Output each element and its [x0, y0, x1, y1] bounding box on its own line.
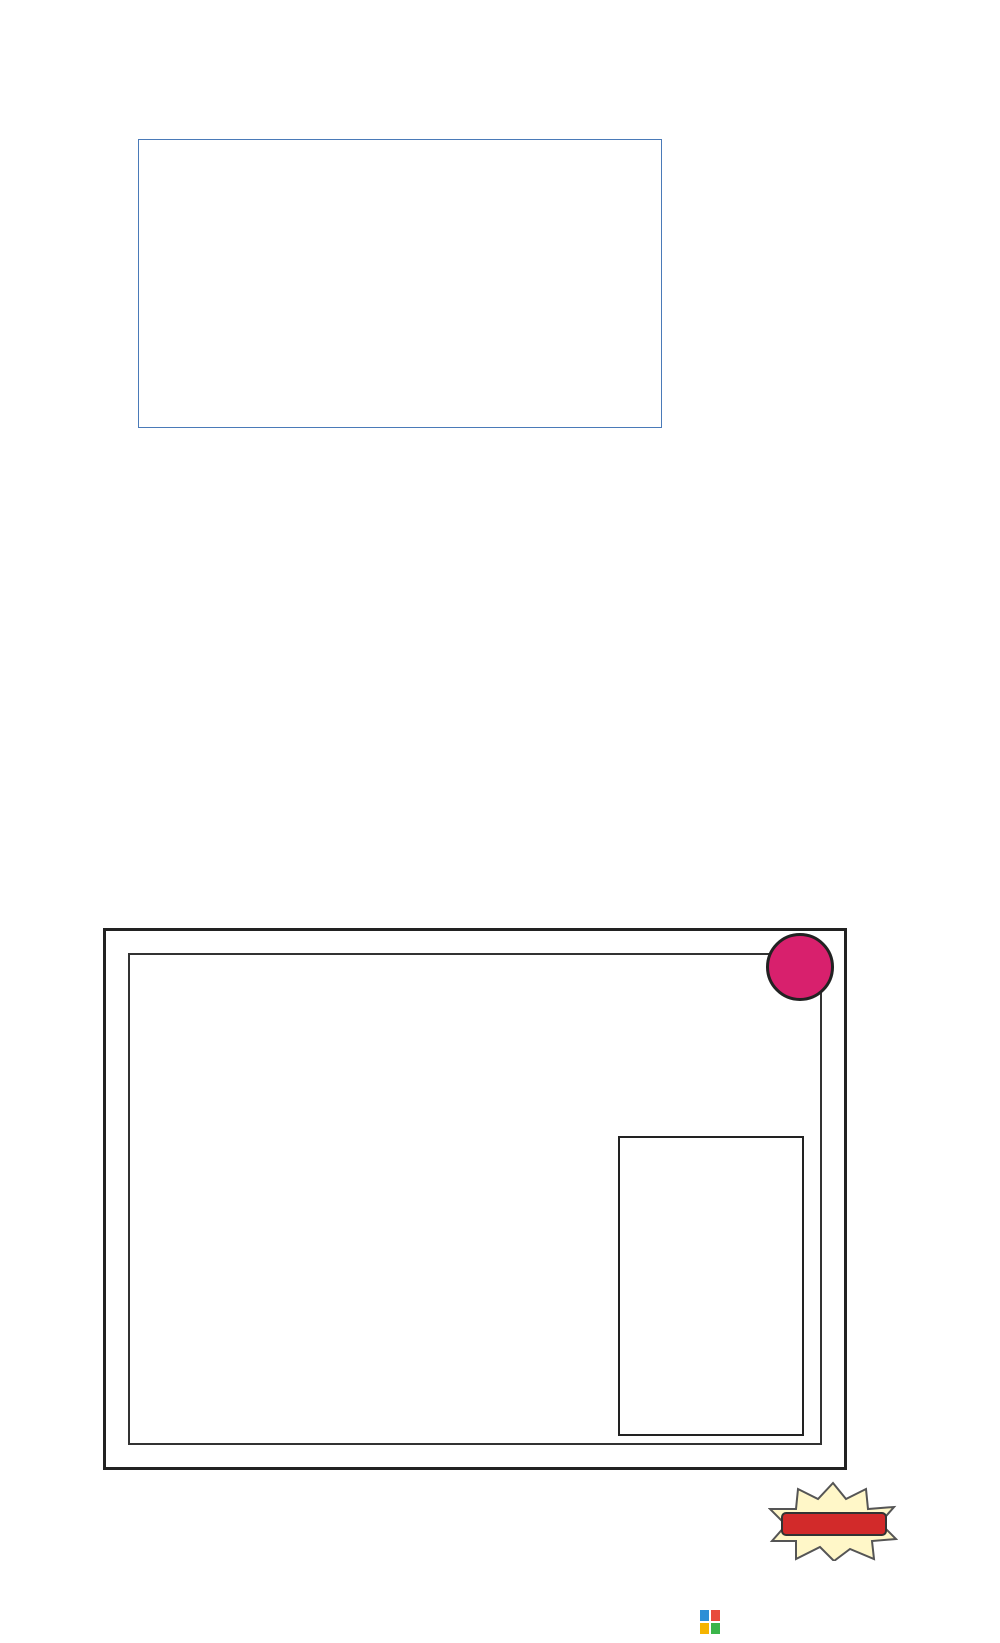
liveworksheets-logo-icon — [700, 1610, 720, 1634]
question-9 — [138, 532, 168, 550]
word-search-image — [103, 928, 847, 1470]
question-10-options — [168, 742, 197, 757]
liveworksheets-footer[interactable] — [700, 1607, 724, 1638]
word-list — [618, 1136, 804, 1436]
banner-rect — [782, 1513, 886, 1535]
happykids-logo-icon — [766, 933, 834, 1001]
video-placeholder[interactable] — [138, 139, 662, 428]
the-end-badge — [768, 1481, 898, 1561]
question-10 — [138, 696, 168, 714]
question-9-options — [168, 578, 197, 593]
